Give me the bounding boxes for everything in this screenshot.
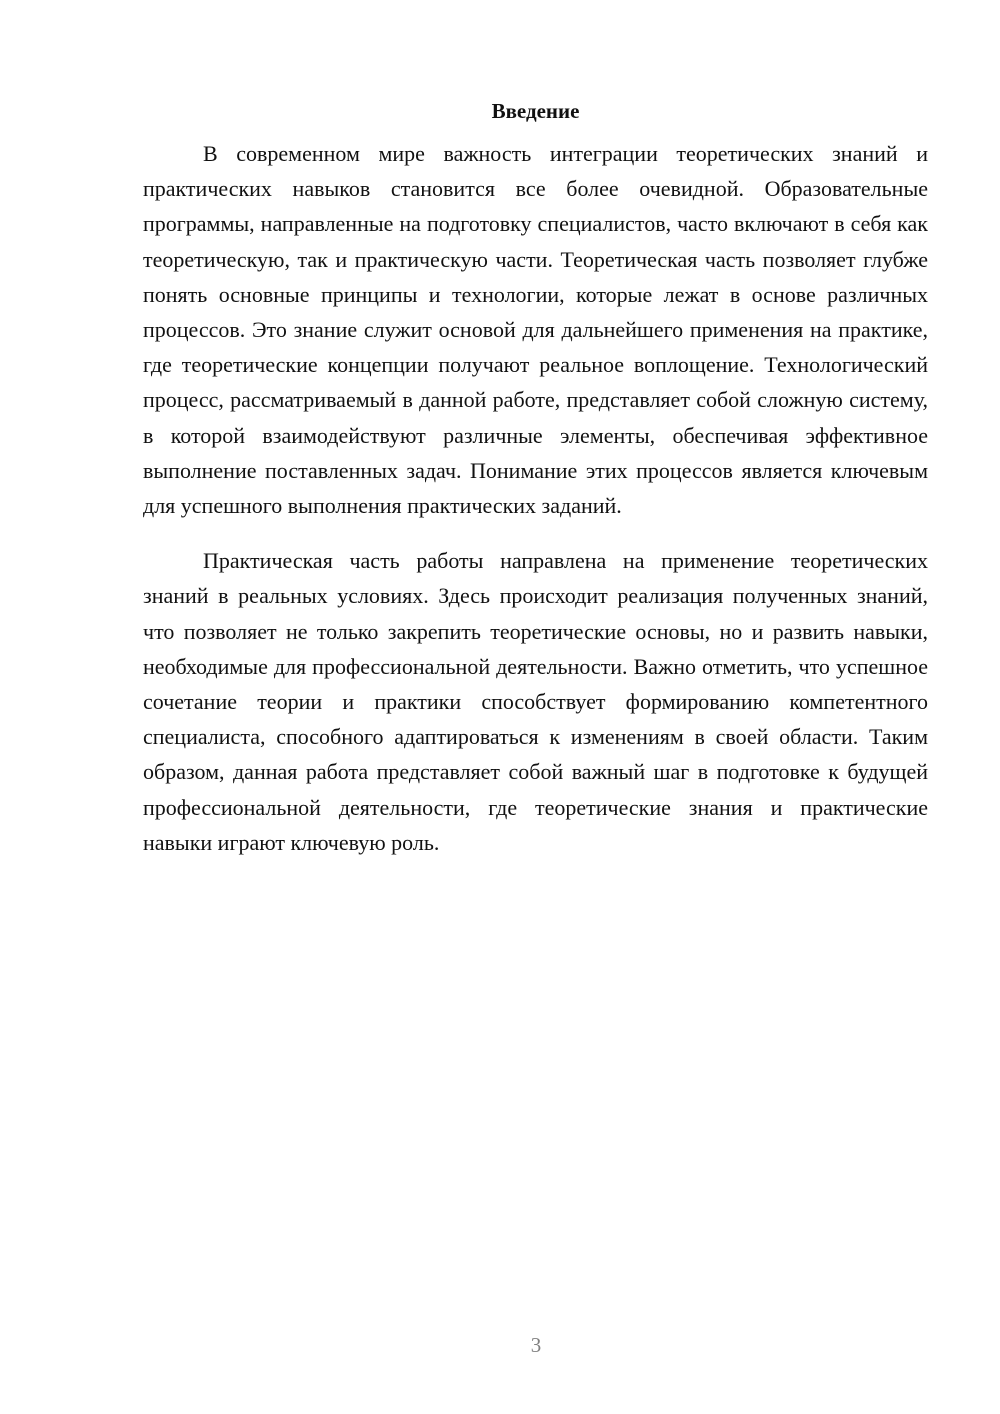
section-title: Введение (491, 99, 580, 123)
page-content (143, 96, 928, 860)
paragraph-1: В современном мире важность интеграции теоретических знаний и практических навыков становится все более очевидной. Образовательные программы, направленные на подготовку специалистов, часто включают в себя как теоретическую, так и практическую части. Теоретическая часть позволяет глубже понять основные принципы и технологии, которые лежат в основе различных процессов. Это знание служит основой для дальнейшего применения на практике, где теоретические концепции получают реальное воплощение. Технологический процесс, рассматриваемый в данной работе, представляет собой сложную систему, в которой взаимодействуют различные элементы, обеспечивая эффективное выполнение поставленных задач. Понимание этих процессов является ключевым для успешного выполнения практических заданий. (143, 141, 928, 519)
paragraph-2: Практическая часть работы направлена на применение теоретических знаний в реальных условиях. Здесь происходит реализация полученных знаний, что позволяет не только закрепить теоретические основы, но и развить навыки, необходимые для профессиональной деятельности. Важно отметить, что успешное сочетание теории и практики способствует формированию компетентного специалиста, способного адаптироваться к изменениям в своей области. Таким образом, данная работа представляет собой важный шаг в подготовке к будущей профессиональной деятельности, где теоретические знания и практические навыки играют ключевую роль. (143, 548, 928, 855)
page-number: 3 (530, 1333, 542, 1357)
